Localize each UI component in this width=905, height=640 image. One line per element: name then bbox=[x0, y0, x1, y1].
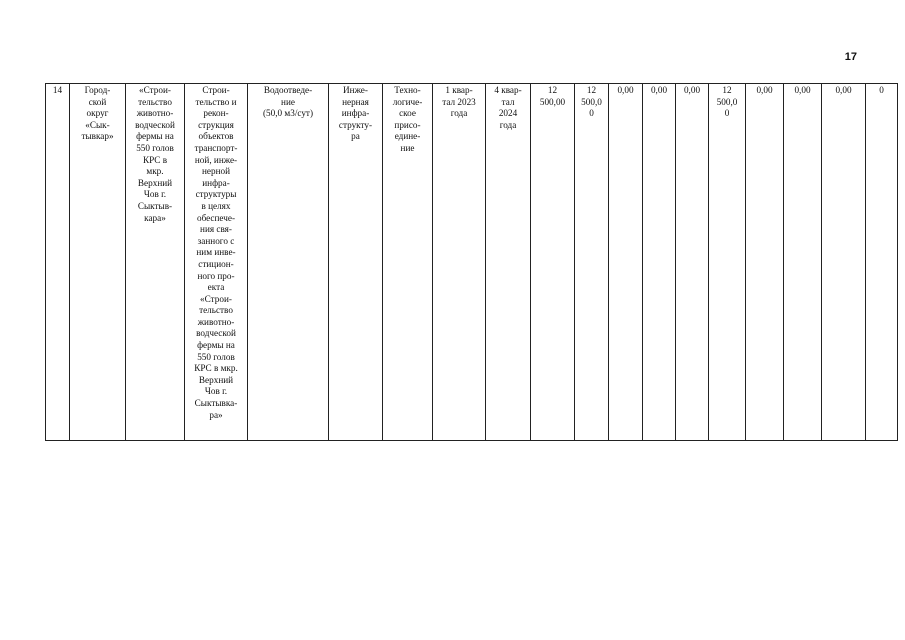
cell-activity: Строи- тельство и рекон- струкция объектов транспорт- ной, инже- нерной инфра- структуры в целях обеспече- ния свя- занного с ним инве- стицион- ного про- екта «Строи- тельство животно- водческой фермы на 550 голов КРС в мкр. Верхний Чов г. Сыктывка- ра» bbox=[185, 84, 248, 441]
cell-amount: 0 bbox=[866, 84, 898, 441]
cell-amount: 12 500,0 0 bbox=[709, 84, 746, 441]
cell-amount: 0,00 bbox=[643, 84, 676, 441]
page-number: 17 bbox=[844, 51, 857, 63]
cell-amount: 0,00 bbox=[822, 84, 866, 441]
cell-infrastructure-type: Инже- нерная инфра- структу- ра bbox=[329, 84, 383, 441]
cell-end-date: 4 квар- тал 2024 года bbox=[486, 84, 531, 441]
cell-amount: 0,00 bbox=[784, 84, 822, 441]
cell-facility: Водоотведе- ние (50,0 м3/сут) bbox=[248, 84, 329, 441]
cell-amount: 12 500,0 0 bbox=[575, 84, 609, 441]
table-row bbox=[46, 84, 898, 441]
cell-amount: 0,00 bbox=[746, 84, 784, 441]
cell-amount-total: 12 500,00 bbox=[531, 84, 575, 441]
cell-connection-type: Техно- логиче- ское присо- едине- ние bbox=[383, 84, 433, 441]
cell-municipality: Город- ской округ «Сык- тывкар» bbox=[70, 84, 126, 441]
cell-row-number: 14 bbox=[46, 84, 70, 441]
cell-start-date: 1 квар- тал 2023 года bbox=[433, 84, 486, 441]
cell-amount: 0,00 bbox=[676, 84, 709, 441]
cell-project-name: «Строи- тельство животно- водческой фермы на 550 голов КРС в мкр. Верхний Чов г. Сыктыв- кара» bbox=[126, 84, 185, 441]
data-table bbox=[45, 83, 898, 441]
cell-amount: 0,00 bbox=[609, 84, 643, 441]
